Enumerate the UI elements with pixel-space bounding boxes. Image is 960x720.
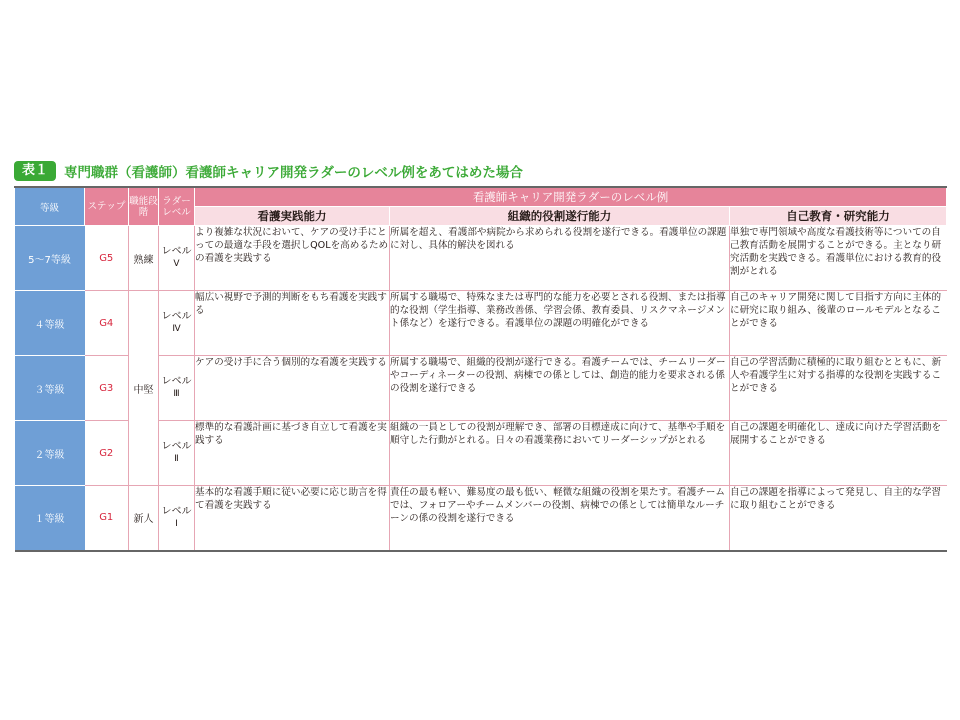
header-practice: 看護実践能力 bbox=[195, 207, 390, 226]
level-label: レベル bbox=[161, 246, 192, 257]
org-cell: 組織の一員としての役割が理解でき、部署の目標達成に向けて、基準や手順を順守した行動がとれる。日々の看護業務においてリーダーシップがとれる bbox=[390, 421, 730, 486]
org-cell: 所属する職場で、特殊なまたは専門的な能力を必要とされる役割、または指導的な役割（学生指導、業務改善係、学習会係、教育委員、リスクマネージメント係など）を遂行できる。看護単位の課題の明確化ができる bbox=[390, 291, 730, 356]
level-label: レベル bbox=[161, 505, 192, 517]
level-cell bbox=[159, 486, 195, 551]
level-label: レベル bbox=[161, 311, 192, 322]
stage-cell: 新人 bbox=[129, 486, 159, 551]
career-ladder-table bbox=[14, 186, 947, 552]
level-cell bbox=[159, 291, 195, 356]
practice-cell: 標準的な看護計画に基づき自立して看護を実践する bbox=[195, 421, 390, 486]
edu-cell: 自己の課題を明確化し、達成に向けた学習活動を展開することができる bbox=[730, 421, 947, 486]
level-cell bbox=[159, 226, 195, 291]
org-cell: 責任の最も軽い、難易度の最も低い、軽微な組織の役割を果たす。看護チームでは、フォロアーやチームメンバーの役割、病棟での係としては簡単なルーチーンの係の役割を遂行できる bbox=[390, 486, 730, 551]
grade-cell: ４等級 bbox=[15, 291, 85, 356]
table-row bbox=[15, 226, 947, 291]
step-cell: G2 bbox=[85, 421, 129, 486]
grade-cell: ２等級 bbox=[15, 421, 85, 486]
stage-cell-middle: 中堅 bbox=[129, 291, 159, 486]
level-roman: Ⅱ bbox=[174, 454, 179, 464]
stage-cell: 熟練 bbox=[129, 226, 159, 291]
step-cell: G4 bbox=[85, 291, 129, 356]
header-grade: 等級 bbox=[15, 187, 85, 226]
level-label: レベル bbox=[161, 376, 192, 387]
header-stage: 職能段階 bbox=[129, 187, 159, 226]
grade-cell: ３等級 bbox=[15, 356, 85, 421]
level-roman: Ⅴ bbox=[173, 259, 180, 269]
header-step: ステップ bbox=[85, 187, 129, 226]
edu-cell: 自己のキャリア開発に関して目指す方向に主体的に研究に取り組み、後輩のロールモデルとなることができる bbox=[730, 291, 947, 356]
level-cell bbox=[159, 356, 195, 421]
edu-cell: 自己の学習活動に積極的に取り組むとともに、新人や看護学生に対する指導的な役割を実践することができる bbox=[730, 356, 947, 421]
practice-cell: より複雑な状況において、ケアの受け手にとっての最適な手段を選択しQOLを高めるための看護を実践する bbox=[195, 226, 390, 291]
org-cell: 所属を超え、看護部や病院から求められる役割を遂行できる。看護単位の課題に対し、具体的解決を図れる bbox=[390, 226, 730, 291]
grade-cell: 5〜7等級 bbox=[15, 226, 85, 291]
table-caption: 専門職群（看護師）看護師キャリア開発ラダーのレベル例をあてはめた場合 bbox=[64, 165, 523, 181]
step-cell: G1 bbox=[85, 486, 129, 551]
step-cell: G3 bbox=[85, 356, 129, 421]
level-roman: Ⅰ bbox=[175, 518, 178, 529]
level-cell bbox=[159, 421, 195, 486]
table-title bbox=[14, 160, 523, 182]
table-row bbox=[15, 291, 947, 356]
level-roman: Ⅳ bbox=[172, 324, 181, 334]
practice-cell: 幅広い視野で予測的判断をもち看護を実践する bbox=[195, 291, 390, 356]
table-number-badge: 表１ bbox=[14, 161, 56, 181]
table-row bbox=[15, 486, 947, 551]
org-cell: 所属する職場で、組織的役割が遂行できる。看護チームでは、チームリーダーやコーディネーターの役割、病棟での係としては、創造的能力を要求される係の役割を遂行できる bbox=[390, 356, 730, 421]
step-cell: G5 bbox=[85, 226, 129, 291]
edu-cell: 単独で専門領域や高度な看護技術等についての自己教育活動を展開することができる。主となり研究活動を実践できる。看護単位における教育的役割がとれる bbox=[730, 226, 947, 291]
grade-cell: １等級 bbox=[15, 486, 85, 551]
practice-cell: 基本的な看護手順に従い必要に応じ助言を得て看護を実践する bbox=[195, 486, 390, 551]
header-org: 組織的役割遂行能力 bbox=[390, 207, 730, 226]
practice-cell: ケアの受け手に合う個別的な看護を実践する bbox=[195, 356, 390, 421]
header-ladder-examples: 看護師キャリア開発ラダーのレベル例 bbox=[195, 187, 947, 207]
level-label: レベル bbox=[161, 441, 192, 452]
header-edu: 自己教育・研究能力 bbox=[730, 207, 947, 226]
level-roman: Ⅲ bbox=[173, 389, 180, 399]
edu-cell: 自己の課題を指導によって発見し、自主的な学習に取り組むことができる bbox=[730, 486, 947, 551]
header-ladder-level: ラダーレベル bbox=[159, 187, 195, 226]
